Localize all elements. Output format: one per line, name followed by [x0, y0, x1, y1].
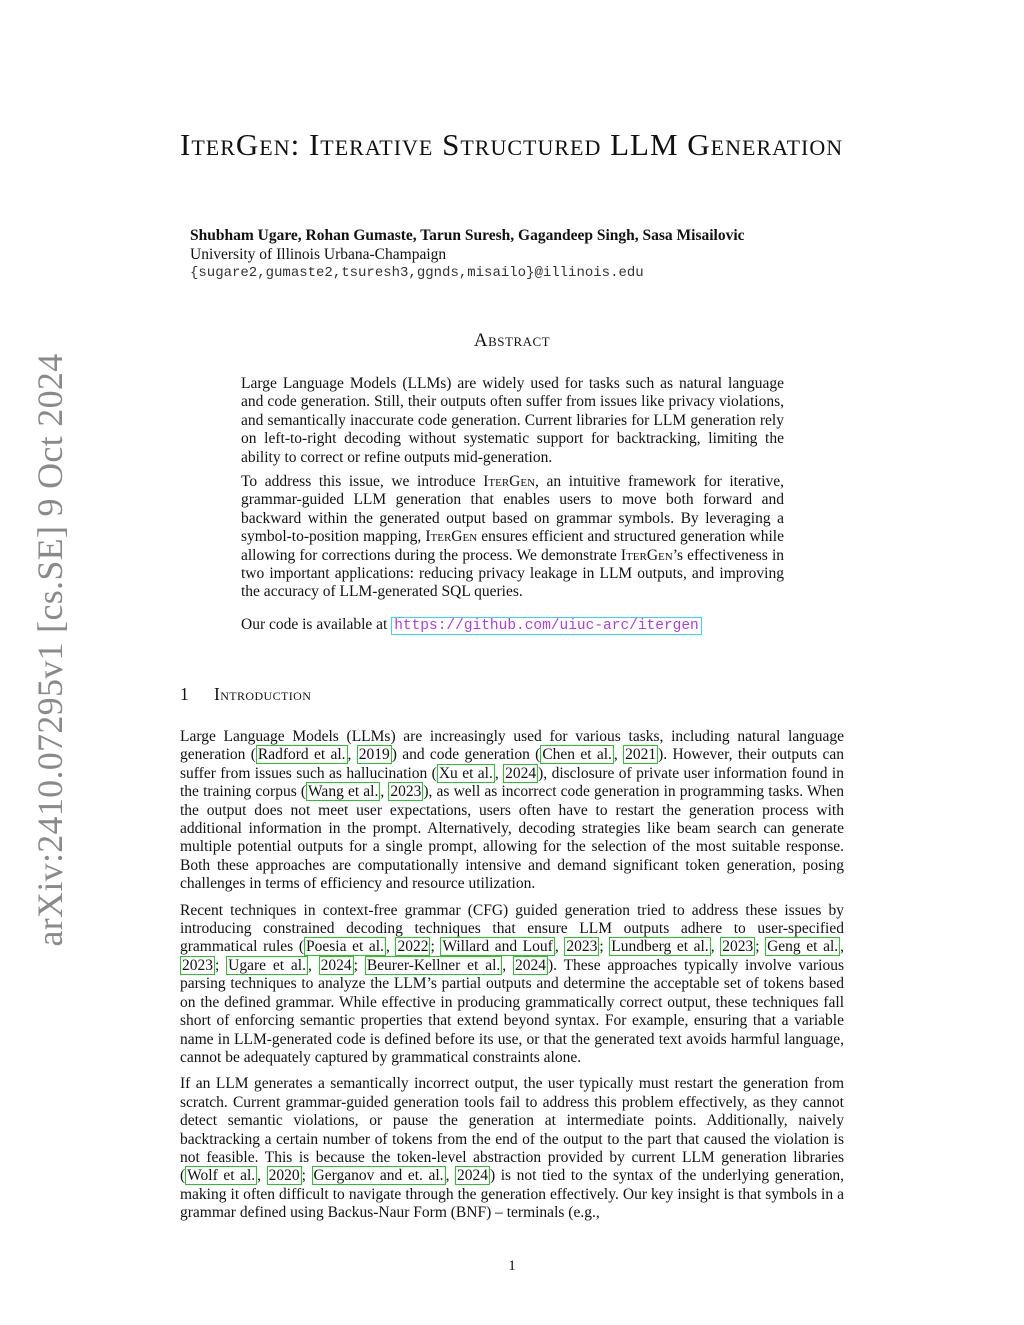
author-names: Shubham Ugare, Rohan Gumaste, Tarun Suresh, Gagandeep Singh, Sasa Misailovic	[190, 227, 745, 244]
abstract-heading: Abstract	[473, 330, 551, 351]
citation-link[interactable]: Radford et al.	[257, 746, 346, 764]
intro-paragraph-3: If an LLM generates a semantically incorrect output, the user typically must restart the generation from scratch. Current grammar-guided generation tools fail to address this problem effectively, as they cannot detect semantic violations, or pause the generation at intermediate points. Additionally, naively backtracking a certain number of tokens from the end of the output to the part that caused the violation is not feasible. This is because the token-level abstraction provided by current LLM generation libraries ( Wolf et al. , 2020 ; Gerganov and et. al. , 2024 ) is not tied to the syntax of the underlying generation, making it often difficult to navigate through the generation effectively. Our key insight is that symbols in a grammar defined using Backus-Naur Form (BNF) – terminals (e.g.,	[180, 1075, 845, 1222]
citation-link[interactable]: Willard and Louf	[442, 938, 553, 956]
abstract-paragraph-2: To address this issue, we introduce IterGen, an intuitive framework for iterative, grammar-guided LLM generation that enables users to move both forward and backward within the generated output based on grammar symbols. By leveraging a symbol-to-position mapping, IterGen ensures efficient and structured generation while allowing for corrections during the process. We demonstrate IterGen’s effectiveness in two important applications: reducing privacy leakage in LLM outputs, and improving the accuracy of LLM-generated SQL queries.	[241, 473, 785, 601]
citation-link[interactable]: Geng et al.	[767, 938, 839, 956]
citation-link[interactable]: 2020	[268, 1167, 300, 1185]
section-heading-introduction	[180, 684, 311, 705]
abstract	[241, 375, 784, 641]
citation-link[interactable]: 2024	[320, 956, 352, 974]
arxiv-identifier: arXiv:2410.07295v1 [cs.SE] 9 Oct 2024	[30, 353, 70, 947]
section-title: Introduction	[214, 684, 312, 704]
code-repository-link[interactable]: https://github.com/uiuc-arc/itergen	[391, 617, 702, 635]
abstract-paragraph-1: Large Language Models (LLMs) are widely used for tasks such as natural language and code generation. Still, their outputs often suffer from issues like privacy violations, and semantically inaccurate code generation. Current libraries for LLM generation rely on left-to-right decoding without systematic support for backtracking, limiting the ability to correct or refine outputs mid-generation.	[241, 375, 784, 466]
author-emails: {sugare2,gumaste2,tsuresh3,ggnds,misailo}@illinois.edu	[190, 265, 644, 281]
paper-title: IterGen: Iterative Structured LLM Generation	[180, 127, 844, 162]
citation-link[interactable]: 2023	[182, 956, 213, 974]
intro-paragraph-1: Large Language Models (LLMs) are increasingly used for various tasks, including natural language generation ( Radford et al. , 2019 ) and code generation ( Chen et al. , 2021 ). However, their outputs can suffer from issues such as hallucination ( Xu et al. , 2024 ), disclosure of private user information found in the training corpus ( Wang et al. , 2023 ), as well as incorrect code generation in programming tasks. When the output does not meet user expectations, users often have to restart the generation process with additional information in the prompt. Alternatively, decoding strategies like beam search can generate multiple potential outputs for a single prompt, allowing for the selection of the most suitable response. Both these approaches are computationally intensive and demand significant token generation, posing challenges in terms of efficiency and resource utilization.	[180, 728, 845, 893]
author-affiliation: University of Illinois Urbana-Champaign	[190, 246, 447, 263]
citation-link[interactable]: Beurer-Kellner et al.	[366, 956, 501, 974]
system-name: IterGen	[425, 528, 478, 546]
page-number: 1	[508, 1258, 516, 1274]
citation-link[interactable]: 2023	[722, 938, 754, 956]
citation-link[interactable]: 2023	[390, 783, 422, 801]
system-name: IterGen	[620, 546, 673, 564]
section-number: 1	[180, 684, 190, 704]
code-availability: Our code is available at https://github.com/uiuc-arc/itergen	[241, 616, 784, 635]
introduction-body	[180, 728, 844, 1231]
system-name: IterGen	[483, 473, 536, 491]
citation-link[interactable]: Gerganov and et. al.	[313, 1167, 444, 1185]
citation-link[interactable]: Ugare et al.	[228, 956, 306, 974]
citation-link[interactable]: 2024	[457, 1167, 489, 1185]
citation-link[interactable]: Wang et al.	[308, 783, 379, 801]
author-block	[190, 226, 850, 283]
citation-link[interactable]: Lundberg et al.	[611, 938, 709, 956]
citation-link[interactable]: Poesia et al.	[305, 938, 384, 956]
citation-link[interactable]: 2019	[358, 746, 390, 764]
citation-link[interactable]: 2021	[625, 746, 657, 764]
citation-link[interactable]: Wolf et al.	[187, 1167, 256, 1185]
citation-link[interactable]: 2024	[505, 764, 537, 782]
citation-link[interactable]: Xu et al.	[438, 764, 493, 782]
citation-link[interactable]: 2022	[397, 938, 429, 956]
intro-paragraph-2: Recent techniques in context-free grammar (CFG) guided generation tried to address these issues by introducing constrained decoding techniques that ensure LLM outputs adhere to user-specified grammatical rules ( Poesia et al. , 2022 ; Willard and Louf , 2023 ; Lundberg et al. , 2023 ; Geng et al. , 2023 ; Ugare et al. , 2024 ; Beurer-Kellner et al. , 2024 ). These approaches typically involve various parsing techniques to analyze the LLM’s partial outputs and determine the acceptable set of tokens based on the defined grammar. While effective in producing grammatically correct output, these techniques fall short of enforcing semantic properties that extend beyond syntax. For example, ensuring that a variable name in LLM-generated code is defined before its use, or that the generated text avoids harmful language, cannot be adequately captured by grammatical constraints alone.	[180, 901, 845, 1066]
citation-link[interactable]: Chen et al.	[542, 746, 612, 764]
arxiv-sidebar	[20, 353, 80, 947]
citation-link[interactable]: 2023	[566, 938, 598, 956]
citation-link[interactable]: 2024	[514, 956, 546, 974]
